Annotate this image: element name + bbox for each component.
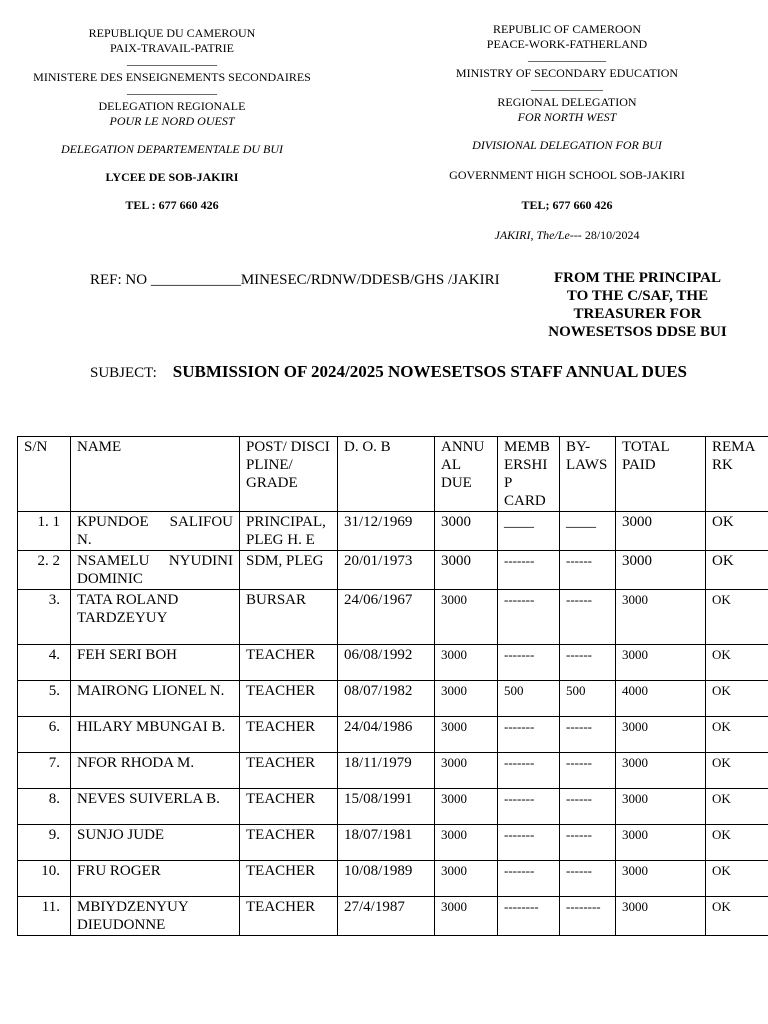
cell-name: MBIYDZENYUY DIEUDONNE <box>71 897 240 936</box>
cell-name: NEVES SUIVERLA B. <box>71 789 240 825</box>
cell-post: SDM, PLEG <box>240 551 338 590</box>
cell-sn: 8. <box>18 789 71 825</box>
header-left-republic: REPUBLIQUE DU CAMEROUN <box>88 26 256 40</box>
from-line: TREASURER FOR <box>573 306 702 322</box>
date-value: 28/10/2024 <box>584 228 640 242</box>
cell-sn: 9. <box>18 825 71 861</box>
col-header-remark: REMA RK <box>706 437 768 512</box>
cell-membership-card: ------- <box>498 825 560 861</box>
cell-annual-due: 3000 <box>435 512 498 551</box>
cell-bylaws: ------ <box>560 861 616 897</box>
cell-sn: 2. 2 <box>18 551 71 590</box>
cell-annual-due: 3000 <box>435 645 498 681</box>
from-line: NOWESETSOS DDSE BUI <box>548 324 727 340</box>
cell-name: HILARY MBUNGAI B. <box>71 717 240 753</box>
header-right-motto: PEACE-WORK-FATHERLAND <box>486 37 648 51</box>
header-right-tel: TEL; 677 660 426 <box>521 198 613 212</box>
cell-membership-card: ------- <box>498 861 560 897</box>
from-line: FROM THE PRINCIPAL <box>554 270 721 286</box>
cell-dob: 24/04/1986 <box>338 717 435 753</box>
header-left-regional-delegation: DELEGATION REGIONALE <box>98 99 246 113</box>
cell-post: PRINCIPAL, PLEG H. E <box>240 512 338 551</box>
header-left-ministry: MINISTERE DES ENSEIGNEMENTS SECONDAIRES <box>33 70 311 84</box>
table-row <box>18 512 768 551</box>
cell-total-paid: 3000 <box>616 825 706 861</box>
header-left-region: POUR LE NORD OUEST <box>109 114 235 128</box>
cell-dob: 27/4/1987 <box>338 897 435 936</box>
cell-annual-due: 3000 <box>435 861 498 897</box>
cell-dob: 10/08/1989 <box>338 861 435 897</box>
cell-bylaws: ------ <box>560 645 616 681</box>
reference-number: REF: NO ____________MINESEC/RDNW/DDESB/GHS /JAKIRI <box>90 272 500 288</box>
header-left <box>22 26 322 213</box>
table-row <box>18 681 768 717</box>
cell-total-paid: 3000 <box>616 717 706 753</box>
cell-total-paid: 3000 <box>616 789 706 825</box>
cell-dob: 08/07/1982 <box>338 681 435 717</box>
cell-post: TEACHER <box>240 861 338 897</box>
cell-name: TATA ROLAND TARDZEYUY <box>71 590 240 645</box>
cell-membership-card: ____ <box>498 512 560 551</box>
cell-membership-card: ------- <box>498 717 560 753</box>
cell-total-paid: 3000 <box>616 753 706 789</box>
col-header-sn: S/N <box>18 437 71 512</box>
cell-post: TEACHER <box>240 681 338 717</box>
subject-text: SUBMISSION OF 2024/2025 NOWESETSOS STAFF ANNUAL DUES <box>172 362 687 381</box>
cell-post: TEACHER <box>240 897 338 936</box>
cell-post: TEACHER <box>240 717 338 753</box>
cell-remark: OK <box>706 681 768 717</box>
table-row <box>18 897 768 936</box>
header-right-separator: ____________ <box>531 78 603 92</box>
cell-total-paid: 3000 <box>616 897 706 936</box>
header-right-ministry: MINISTRY OF SECONDARY EDUCATION <box>455 66 679 80</box>
cell-annual-due: 3000 <box>435 590 498 645</box>
cell-dob: 31/12/1969 <box>338 512 435 551</box>
cell-annual-due: 3000 <box>435 789 498 825</box>
cell-total-paid: 4000 <box>616 681 706 717</box>
cell-post: TEACHER <box>240 825 338 861</box>
cell-membership-card: ------- <box>498 753 560 789</box>
header-right-regional-delegation: REGIONAL DELEGATION <box>497 95 637 109</box>
cell-annual-due: 3000 <box>435 551 498 590</box>
cell-annual-due: 3000 <box>435 681 498 717</box>
cell-membership-card: ------- <box>498 789 560 825</box>
header-left-motto: PAIX-TRAVAIL-PATRIE <box>109 41 235 55</box>
header-left-separator: _______________ <box>127 53 217 67</box>
col-header-total-paid: TOTAL PAID <box>616 437 706 512</box>
cell-annual-due: 3000 <box>435 825 498 861</box>
cell-membership-card: -------- <box>498 897 560 936</box>
cell-membership-card: ------- <box>498 645 560 681</box>
subject-label: SUBJECT: <box>90 365 157 381</box>
cell-remark: OK <box>706 717 768 753</box>
cell-bylaws: ------ <box>560 551 616 590</box>
cell-post: BURSAR <box>240 590 338 645</box>
table-row <box>18 551 768 590</box>
table-row <box>18 789 768 825</box>
cell-bylaws: ------ <box>560 789 616 825</box>
header-right <box>432 22 702 243</box>
cell-name: SUNJO JUDE <box>71 825 240 861</box>
cell-sn: 1. 1 <box>18 512 71 551</box>
cell-annual-due: 3000 <box>435 753 498 789</box>
cell-name: NSAMELU NYUDINI DOMINIC <box>71 551 240 590</box>
cell-remark: OK <box>706 753 768 789</box>
table-header-row <box>18 437 768 512</box>
cell-remark: OK <box>706 551 768 590</box>
cell-remark: OK <box>706 861 768 897</box>
cell-name: KPUNDOE SALIFOU N. <box>71 512 240 551</box>
cell-post: TEACHER <box>240 753 338 789</box>
date-prefix: JAKIRI, The/Le--- <box>494 228 582 242</box>
cell-name: NFOR RHODA M. <box>71 753 240 789</box>
header-right-separator: _____________ <box>528 49 606 63</box>
cell-name: FRU ROGER <box>71 861 240 897</box>
header-right-region: FOR NORTH WEST <box>517 110 617 124</box>
cell-bylaws: ------ <box>560 590 616 645</box>
cell-sn: 4. <box>18 645 71 681</box>
col-header-annual-due: ANNU AL DUE <box>435 437 498 512</box>
cell-post: TEACHER <box>240 645 338 681</box>
header-left-separator: _______________ <box>127 82 217 96</box>
cell-dob: 06/08/1992 <box>338 645 435 681</box>
cell-dob: 20/01/1973 <box>338 551 435 590</box>
cell-remark: OK <box>706 590 768 645</box>
from-block <box>540 269 735 341</box>
header-left-school: LYCEE DE SOB-JAKIRI <box>105 170 239 184</box>
cell-dob: 15/08/1991 <box>338 789 435 825</box>
cell-dob: 18/11/1979 <box>338 753 435 789</box>
cell-bylaws: ------ <box>560 825 616 861</box>
col-header-membership-card: MEMB ERSHI P CARD <box>498 437 560 512</box>
header-right-school: GOVERNMENT HIGH SCHOOL SOB-JAKIRI <box>449 168 685 182</box>
cell-name: MAIRONG LIONEL N. <box>71 681 240 717</box>
cell-annual-due: 3000 <box>435 717 498 753</box>
header-right-republic: REPUBLIC OF CAMEROON <box>492 22 642 36</box>
col-header-name: NAME <box>71 437 240 512</box>
cell-remark: OK <box>706 825 768 861</box>
cell-dob: 24/06/1967 <box>338 590 435 645</box>
header-left-tel: TEL : 677 660 426 <box>125 198 219 212</box>
table-row <box>18 861 768 897</box>
table-row <box>18 645 768 681</box>
table-row <box>18 590 768 645</box>
col-header-dob: D. O. B <box>338 437 435 512</box>
cell-total-paid: 3000 <box>616 590 706 645</box>
cell-name: FEH SERI BOH <box>71 645 240 681</box>
cell-sn: 3. <box>18 590 71 645</box>
cell-bylaws: 500 <box>560 681 616 717</box>
cell-total-paid: 3000 <box>616 645 706 681</box>
cell-bylaws: ------ <box>560 753 616 789</box>
cell-total-paid: 3000 <box>616 551 706 590</box>
cell-remark: OK <box>706 897 768 936</box>
cell-post: TEACHER <box>240 789 338 825</box>
cell-remark: OK <box>706 789 768 825</box>
cell-bylaws: -------- <box>560 897 616 936</box>
cell-total-paid: 3000 <box>616 512 706 551</box>
cell-total-paid: 3000 <box>616 861 706 897</box>
cell-membership-card: ------- <box>498 551 560 590</box>
cell-sn: 7. <box>18 753 71 789</box>
table-row <box>18 753 768 789</box>
cell-dob: 18/07/1981 <box>338 825 435 861</box>
cell-bylaws: ------ <box>560 717 616 753</box>
cell-membership-card: 500 <box>498 681 560 717</box>
cell-bylaws: ____ <box>560 512 616 551</box>
cell-remark: OK <box>706 645 768 681</box>
cell-sn: 11. <box>18 897 71 936</box>
from-line: TO THE C/SAF, THE <box>566 288 709 304</box>
col-header-post: POST/ DISCI PLINE/ GRADE <box>240 437 338 512</box>
cell-membership-card: ------- <box>498 590 560 645</box>
cell-sn: 5. <box>18 681 71 717</box>
table-row <box>18 717 768 753</box>
cell-sn: 6. <box>18 717 71 753</box>
col-header-bylaws: BY-LAWS <box>560 437 616 512</box>
cell-remark: OK <box>706 512 768 551</box>
header-left-divisional-delegation: DELEGATION DEPARTEMENTALE DU BUI <box>60 142 284 156</box>
subject-line <box>90 362 687 382</box>
table-row <box>18 825 768 861</box>
header-right-date-line <box>432 228 702 243</box>
cell-sn: 10. <box>18 861 71 897</box>
cell-annual-due: 3000 <box>435 897 498 936</box>
dues-table <box>17 436 768 936</box>
header-right-divisional-delegation: DIVISIONAL DELEGATION FOR BUI <box>472 138 662 152</box>
